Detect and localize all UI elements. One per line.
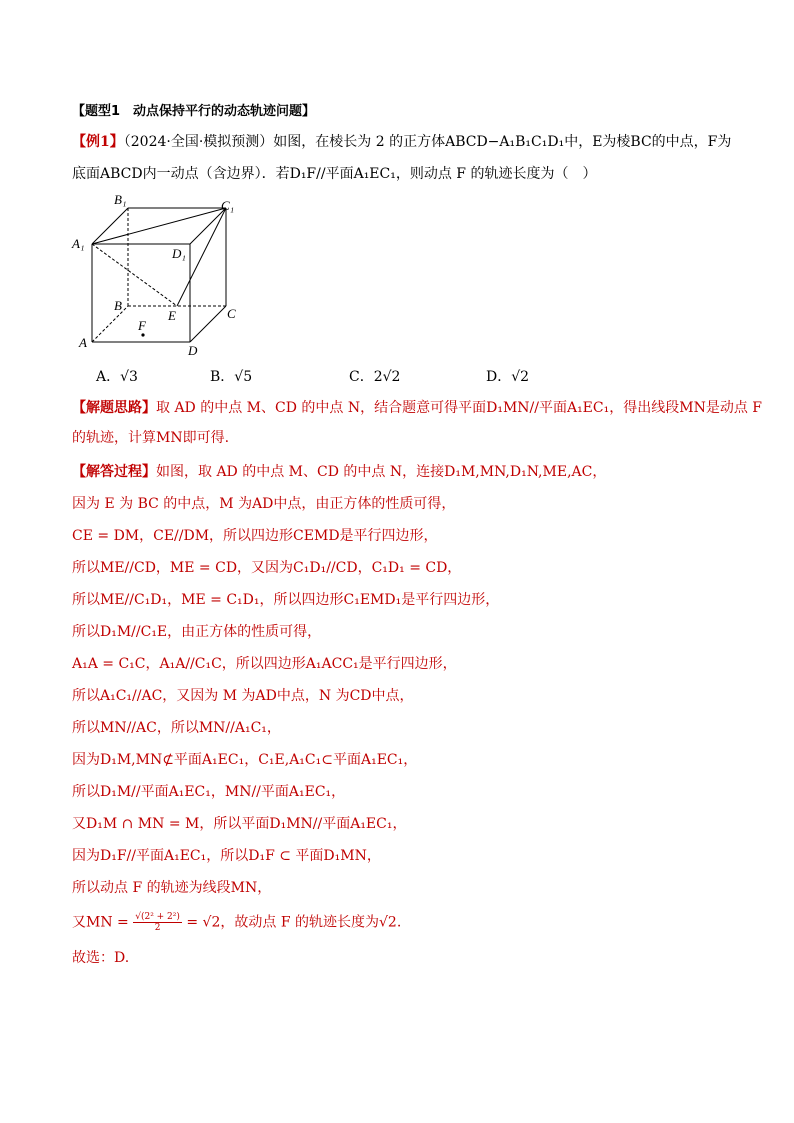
edge-c1d1	[190, 208, 226, 244]
edge-dc	[190, 306, 226, 342]
edge-a1b1	[92, 208, 128, 244]
process-line-9: 所以MN//AC，所以MN//A₁C₁，	[72, 720, 281, 736]
process-line-3: CE = DM，CE//DM，所以四边形CEMD是平行四边形，	[72, 528, 438, 544]
example-tag: 【例1】	[72, 134, 124, 150]
process-line-14: 所以动点 F 的轨迹为线段MN，	[72, 880, 272, 896]
label-a: A	[79, 335, 87, 350]
final-suffix: 故动点 F 的轨迹长度为√2.	[234, 914, 402, 931]
label-c: C	[227, 306, 236, 321]
label-d: D	[188, 343, 198, 358]
label-b: B	[114, 298, 122, 313]
example-line-1	[72, 132, 731, 152]
hidden-edge-ab	[92, 306, 128, 342]
label-c1: C₁	[221, 198, 235, 213]
process-final-line	[72, 912, 401, 933]
process-line-13: 因为D₁F//平面A₁EC₁，所以D₁F ⊂ 平面D₁MN，	[72, 848, 381, 864]
final-lhs: MN =	[86, 914, 129, 931]
idea-label: 【解题思路】	[72, 400, 156, 416]
example-line-2: 底面ABCD内一动点（含边界）．若D₁F//平面A₁EC₁，则动点 F 的轨迹长度为（ ）	[72, 166, 597, 182]
answer-line: 故选：D.	[72, 950, 130, 966]
point-f	[141, 333, 144, 336]
choice-c-letter: C．	[349, 369, 374, 385]
choice-a[interactable]	[96, 366, 138, 386]
process-line-6: 所以D₁M//C₁E，由正方体的性质可得，	[72, 624, 322, 640]
process-line-1	[72, 462, 606, 482]
choice-a-value: √3	[120, 369, 138, 385]
example-text-1: 如图，在棱长为 2 的正方体ABCD−A₁B₁C₁D₁中，E为棱BC的中点，F为	[273, 134, 732, 150]
choice-d[interactable]	[486, 366, 529, 386]
process-line-10: 因为D₁M,MN⊄平面A₁EC₁，C₁E,A₁C₁⊂平面A₁EC₁，	[72, 752, 418, 768]
idea-text-1: 取 AD 的中点 M、CD 的中点 N，结合题意可得平面D₁MN//平面A₁EC₁，得出线段MN是动点 F	[156, 400, 762, 416]
final-numerator: √(2² + 2²)	[135, 912, 180, 922]
choice-c[interactable]	[349, 366, 400, 386]
edge-a1c1	[92, 208, 226, 244]
process-line-5: 所以ME//C₁D₁，ME = C₁D₁，所以四边形C₁EMD₁是平行四边形，	[72, 592, 500, 608]
example-source: （2024·全国·模拟预测）	[123, 134, 274, 150]
process-line-8: 所以A₁C₁//AC，又因为 M 为AD中点，N 为CD中点，	[72, 688, 414, 704]
process-line-12: 又D₁M ∩ MN = M，所以平面D₁MN//平面A₁EC₁，	[72, 816, 407, 832]
process-text-1: 如图，取 AD 的中点 M、CD 的中点 N，连接D₁M,MN,D₁N,ME,AC，	[156, 464, 607, 480]
label-d1: D₁	[172, 246, 186, 261]
process-line-2: 因为 E 为 BC 的中点，M 为AD中点，由正方体的性质可得，	[72, 496, 456, 512]
choice-c-value: 2√2	[373, 369, 401, 385]
choice-a-letter: A．	[96, 369, 121, 385]
label-b1: B₁	[114, 192, 127, 207]
idea-line-2: 的轨迹，计算MN即可得.	[72, 430, 230, 446]
choice-b[interactable]	[210, 366, 252, 386]
choice-b-value: √5	[234, 369, 253, 385]
process-line-7: A₁A = C₁C，A₁A//C₁C，所以四边形A₁ACC₁是平行四边形，	[72, 656, 457, 672]
choice-b-letter: B．	[210, 369, 235, 385]
label-a1: A₁	[72, 236, 85, 251]
idea-line-1	[72, 398, 762, 418]
final-denominator: 2	[154, 923, 161, 933]
process-label: 【解答过程】	[72, 464, 156, 480]
choice-d-value: √2	[511, 369, 530, 385]
cube-figure	[70, 190, 250, 360]
section-title: 【题型1 动点保持平行的动态轨迹问题】	[72, 104, 316, 119]
label-f: F	[138, 318, 146, 333]
process-line-4: 所以ME//CD，ME = CD，又因为C₁D₁//CD，C₁D₁ = CD，	[72, 560, 462, 576]
final-eq: = √2，	[186, 914, 235, 931]
final-fraction	[133, 912, 182, 933]
hidden-edge-a1e	[92, 244, 177, 306]
label-e: E	[168, 308, 176, 323]
process-line-11: 所以D₁M//平面A₁EC₁，MN//平面A₁EC₁，	[72, 784, 346, 800]
final-prefix: 又	[72, 914, 86, 931]
choice-d-letter: D．	[486, 369, 512, 385]
